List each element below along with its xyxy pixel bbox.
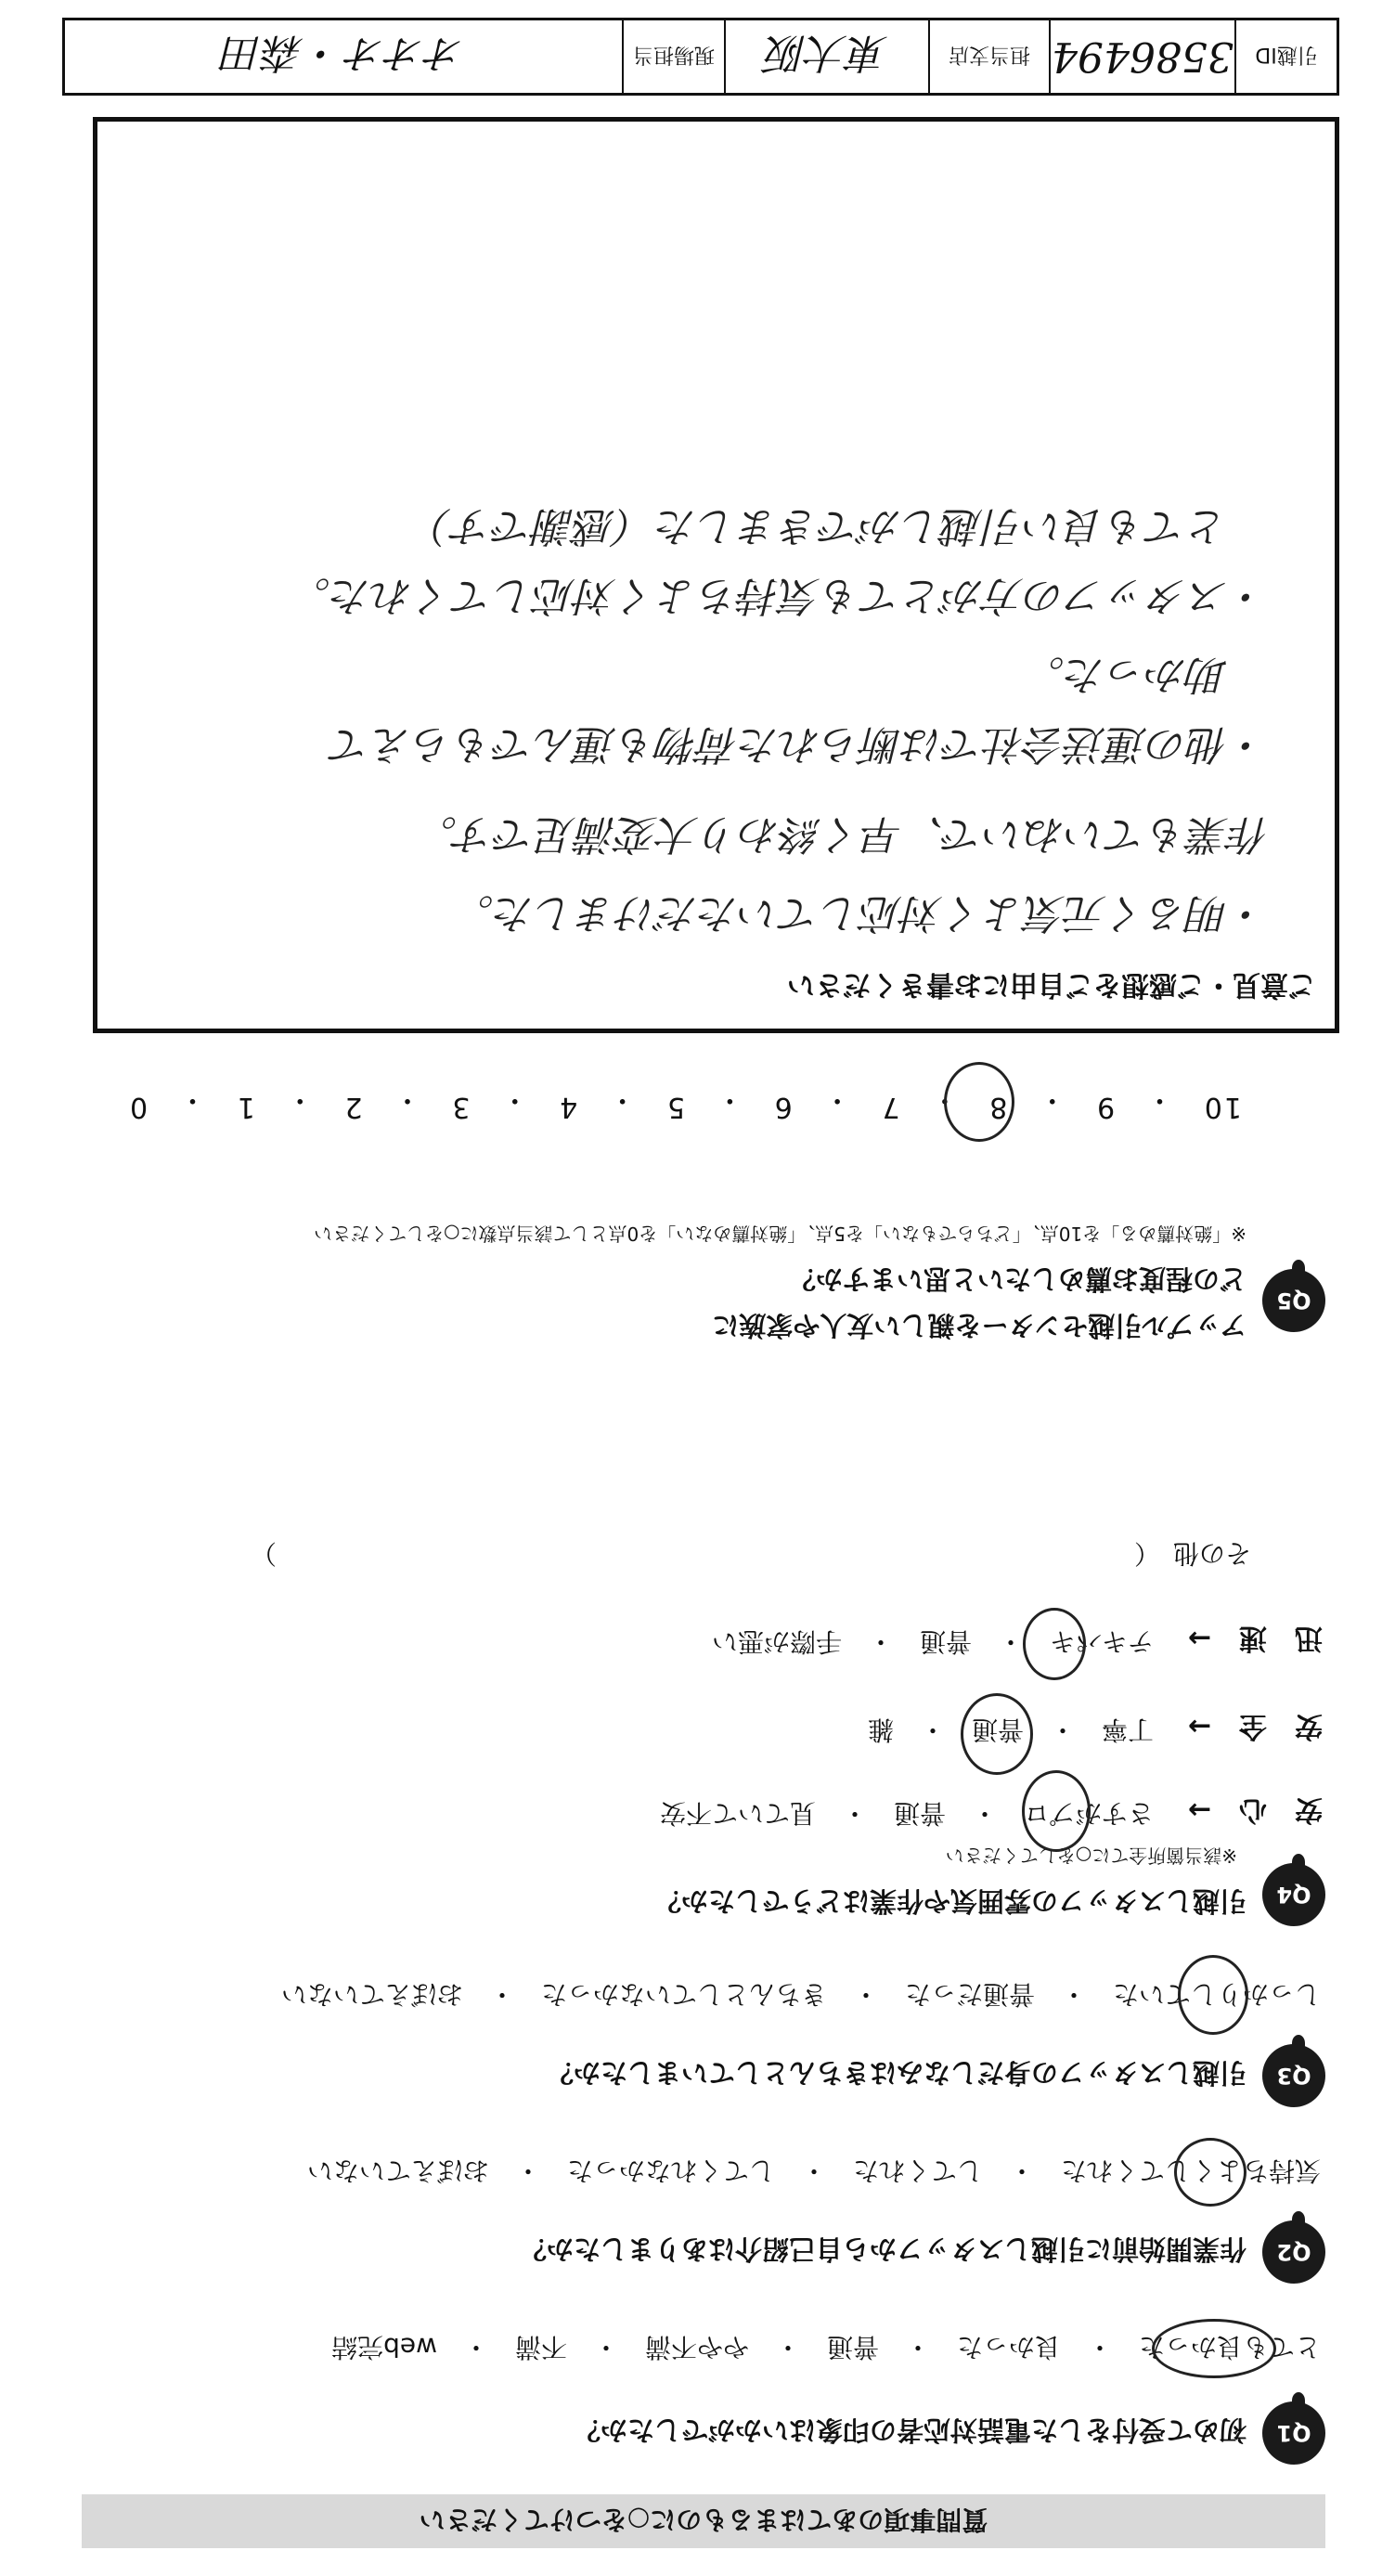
q4-title: 引越しスタッフの雰囲気や作業はどうでしたか？	[653, 1885, 1246, 1917]
score-10: 10	[1202, 1091, 1242, 1123]
q1-title: 初めて受付をした電話対応者の印象はいかがでしたか？	[573, 2414, 1246, 2446]
q1-options: とても良かった ・ 良かった ・ 普通 ・ やや不満 ・ 不満 ・ web完結	[331, 2332, 1321, 2362]
site-label: 現場担当	[622, 20, 724, 93]
q4-jinsoku-answer-circle	[1023, 1608, 1086, 1680]
q4-other: その他 （ ）	[250, 1538, 1251, 1569]
comment-line-6: とても良い引越しができました（感謝です）	[411, 502, 1228, 550]
comment-box	[93, 117, 1339, 1033]
comment-line-1: ・明るく元気よく対応していただけました。	[453, 889, 1270, 937]
q2-options: 気持ちよくしてくれた ・ してくれた ・ してくれなかった ・ おぼえていない	[306, 2155, 1321, 2186]
comment-line-2: 作業もていねいで、早く終わり大変満足です。	[416, 810, 1270, 858]
q4-row-anzen-options: 丁寧 ・ 普通 ・ 雑	[867, 1715, 1154, 1745]
q2-badge: Q2	[1262, 2220, 1325, 2284]
score-9: 9	[1095, 1091, 1116, 1123]
branch-value: 東大阪	[724, 20, 928, 93]
q4-row-anzen-label: 安 全 →	[1187, 1710, 1323, 1742]
q5-title-line1: アップル引越センターを親しい友人や家族に	[712, 1310, 1246, 1341]
id-label: 引越ID	[1234, 20, 1337, 93]
q5-score-scale: 10 ・ 9 ・ 8 ・ 7 ・ 6 ・ 5 ・ 4 ・ 3 ・ 2 ・ 1 ・ 0	[128, 1083, 1242, 1123]
id-value: 3586494	[1049, 20, 1234, 93]
q4-anzen-answer-circle	[961, 1693, 1033, 1775]
q1-badge: Q1	[1262, 2401, 1325, 2465]
q4-row-anshin-label: 安 心 →	[1187, 1793, 1323, 1826]
comment-line-5: ・スタッフの方がとても気持ちよく対応してくれた。	[290, 572, 1270, 619]
score-8: 8	[988, 1091, 1008, 1123]
comment-line-4: 助かった。	[1024, 651, 1228, 698]
instruction-band: 質問事項のあてはまるものに○をつけてください	[82, 2494, 1325, 2548]
score-5: 5	[665, 1091, 685, 1123]
q5-answer-circle	[944, 1062, 1014, 1142]
q5-note: ※「絶対薦める」を10点、「どちらでもない」を5点、「絶対薦めない」を0点として該当点数に○をしてください	[314, 1223, 1246, 1245]
q4-badge: Q4	[1262, 1863, 1325, 1926]
q1-answer-circle	[1152, 2319, 1276, 2378]
q4-row-jinsoku-label: 迅 速 →	[1187, 1622, 1323, 1654]
score-1: 1	[235, 1091, 255, 1123]
comment-title: ご意見・ご感想をご自由にお書きください	[787, 968, 1316, 1001]
score-0: 0	[128, 1091, 149, 1123]
score-6: 6	[772, 1091, 793, 1123]
q5-title-line2: どの程度お薦めしたいと思いますか？	[788, 1263, 1246, 1295]
site-value: オオオ・森田	[222, 29, 465, 76]
q4-row-jinsoku-options: テキパキ ・ 普通 ・ 手際が悪い	[711, 1626, 1154, 1657]
branch-label: 担当支店	[928, 20, 1049, 93]
q2-answer-circle	[1174, 2138, 1246, 2207]
score-4: 4	[558, 1091, 578, 1123]
score-2: 2	[342, 1091, 363, 1123]
q3-badge: Q3	[1262, 2044, 1325, 2107]
score-3: 3	[450, 1091, 471, 1123]
reference-table	[62, 18, 1339, 96]
q4-row-anshin-options: さすがプロ ・ 普通 ・ 見ていて不安	[659, 1798, 1154, 1829]
comment-line-3: ・他の運送会社では断られた荷物も運んでもらえて	[330, 720, 1270, 768]
q4-anshin-answer-circle	[1022, 1770, 1091, 1852]
q5-badge: Q5	[1262, 1269, 1325, 1332]
q4-note: ※該当箇所全てに○をしてください	[945, 1845, 1237, 1867]
q3-options: しっかりしていた ・ 普通だった ・ きちんとしていなかった ・ おぼえていない	[280, 1979, 1321, 2010]
q3-answer-circle	[1178, 1955, 1248, 2035]
q3-title: 引越しスタッフの身だしなみはきちんとしていましたか？	[546, 2057, 1246, 2089]
q2-title: 作業開始前に引越しスタッフから自己紹介はありましたか？	[519, 2233, 1246, 2265]
score-7: 7	[880, 1091, 900, 1123]
